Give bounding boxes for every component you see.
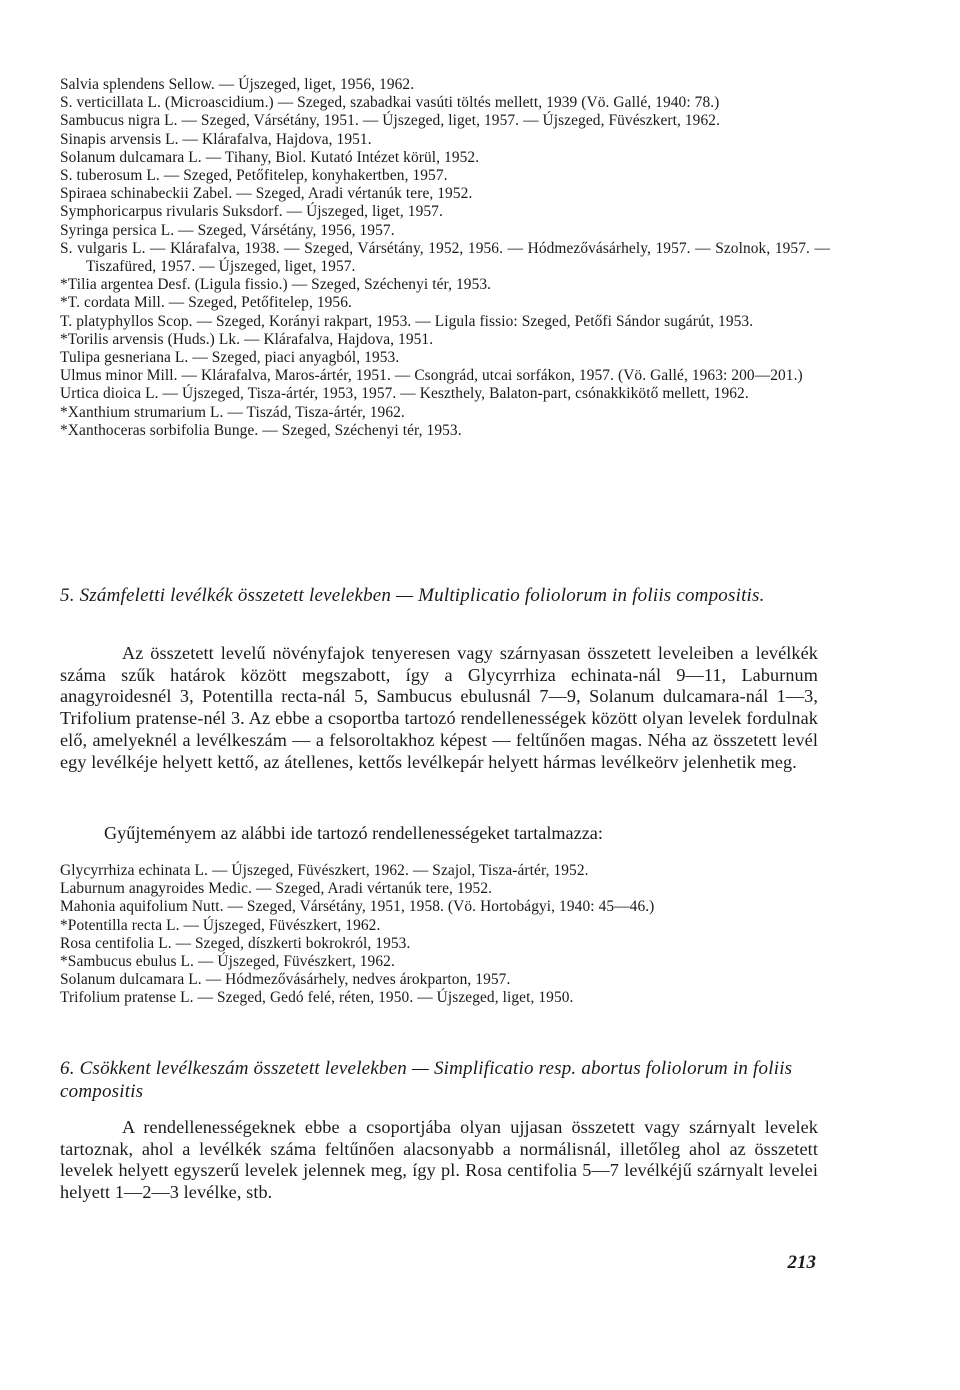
- list-item: Glycyrrhiza echinata L. — Újszeged, Füvészkert, 1962. — Szajol, Tisza-ártér, 1952.: [60, 862, 589, 879]
- list-item: Solanum dulcamara L. — Hódmezővásárhely, nedves árokparton, 1957.: [60, 971, 511, 989]
- list-item: Rosa centifolia L. — Szeged, díszkerti bokrokról, 1953.: [60, 934, 411, 952]
- section-5-paragraph: [60, 643, 818, 773]
- section-6-paragraph: [60, 1117, 818, 1204]
- list-item: S. vulgaris L. — Klárafalva, 1938. — Szeged, Vársétány, 1952, 1956. — Hódmezővásárhely, 1957. — Szolnok, 1957. — Tiszafüred, 1957. — Újszeged, liget, 1957.: [60, 239, 830, 276]
- list-item: *Sambucus ebulus L. — Újszeged, Füvészkert, 1962.: [60, 953, 395, 971]
- list-item: Ulmus minor Mill. — Klárafalva, Maros-ártér, 1951. — Csongrád, utcai sorfákon, 1957. (Vö. Gallé, 1963: 200—201.): [60, 367, 803, 385]
- list-item: Syringa persica L. — Szeged, Vársétány, 1956, 1957.: [60, 221, 395, 239]
- section-5-paragraph-text: Az összetett levelű növényfajok tenyeresen vagy szárnyasan összetett leveleiben a levélkék száma szűk határok között megszabott, így a Glycyrrhiza echinata-nál 9—11, Laburnum anagyroidesnél 3, Potentilla recta-nál 5, Sambucus ebulusnál 7—9, Solanum dulcamara-nál 1—3, Trifolium pratense-nél 3. Az ebbe a csoportba tartozó rendellenességek között olyan levelek fordulnak elő, amelyeknél a levélkeszám — a felsoroltakhoz képest — feltűnően magas. Néha az összetett levél egy levélkéje helyett kettő, az átellenes, kettős levélkepár helyett hármas levélkeörv jelenhetik meg.: [60, 643, 818, 772]
- list-item: Sambucus nigra L. — Szeged, Vársétány, 1951. — Újszeged, liget, 1957. — Újszeged, Füvészkert, 1962.: [60, 112, 721, 130]
- list-item: Tulipa gesneriana L. — Szeged, piaci anyagból, 1953.: [60, 349, 400, 367]
- list-item: *T. cordata Mill. — Szeged, Petőfitelep, 1956.: [60, 294, 352, 312]
- list-item: S. verticillata L. (Microascidium.) — Szeged, szabadkai vasúti töltés mellett, 1939 (Vö. Gallé, 1940: 78.): [60, 94, 720, 112]
- list-item: *Xanthoceras sorbifolia Bunge. — Szeged, Széchenyi tér, 1953.: [60, 421, 462, 439]
- list-item: *Potentilla recta L. — Újszeged, Füvészkert, 1962.: [60, 916, 381, 934]
- list-item: Spiraea schinabeckii Zabel. — Szeged, Aradi vértanúk tere, 1952.: [60, 185, 473, 203]
- list-item: Laburnum anagyroides Medic. — Szeged, Aradi vértanúk tere, 1952.: [60, 880, 493, 898]
- list-item: Salvia splendens Sellow. — Újszeged, liget, 1956, 1962.: [60, 76, 415, 93]
- list-item: Solanum dulcamara L. — Tihany, Biol. Kutató Intézet körül, 1952.: [60, 148, 480, 166]
- list-item: *Tilia argentea Desf. (Ligula fissio.) — Szeged, Széchenyi tér, 1953.: [60, 276, 492, 294]
- list-item: *Xanthium strumarium L. — Tiszád, Tisza-ártér, 1962.: [60, 403, 405, 421]
- list-item: Sinapis arvensis L. — Klárafalva, Hajdova, 1951.: [60, 130, 372, 148]
- page-number: 213: [787, 1252, 816, 1273]
- section-5-intro: Gyűjteményem az alábbi ide tartozó rendellenességeket tartalmazza:: [104, 823, 603, 843]
- list-item: S. tuberosum L. — Szeged, Petőfitelep, konyhakertben, 1957.: [60, 167, 448, 185]
- species-list-top: [60, 76, 830, 440]
- list-item: Urtica dioica L. — Újszeged, Tisza-ártér, 1953, 1957. — Keszthely, Balaton-part, csónakkikötő mellett, 1962.: [60, 385, 749, 403]
- section-6-heading: 6. Csökkent levélkeszám összetett levelekben — Simplificatio resp. abortus foliolorum in foliis compositis: [60, 1058, 793, 1102]
- section-6-paragraph-text: A rendellenességeknek ebbe a csoportjába olyan ujjasan összetett vagy szárnyalt levelek tartoznak, ahol a levélkék száma feltűnően alacsonyabb a normálisnál, illetőleg ahol az összetett levelek helyett egyszerű levelek jelennek meg, így pl. Rosa centifolia 5—7 levélkéjű szárnyalt levelei helyett 1—2—3 levélke, stb.: [60, 1117, 818, 1203]
- section-5-heading: 5. Számfeletti levélkék összetett levelekben — Multiplicatio foliolorum in foliis compositis.: [60, 585, 765, 606]
- list-item: Symphoricarpus rivularis Suksdorf. — Újszeged, liget, 1957.: [60, 203, 443, 221]
- list-item: Mahonia aquifolium Nutt. — Szeged, Vársétány, 1951, 1958. (Vö. Hortobágyi, 1940: 45—46.): [60, 898, 655, 916]
- list-item: Trifolium pratense L. — Szeged, Gedó felé, réten, 1950. — Újszeged, liget, 1950.: [60, 989, 574, 1007]
- list-item: *Torilis arvensis (Huds.) Lk. — Klárafalva, Hajdova, 1951.: [60, 330, 434, 348]
- list-item: T. platyphyllos Scop. — Szeged, Korányi rakpart, 1953. — Ligula fissio: Szeged, Petőfi Sándor sugárút, 1953.: [60, 312, 754, 330]
- species-list-section-5: [60, 862, 830, 1008]
